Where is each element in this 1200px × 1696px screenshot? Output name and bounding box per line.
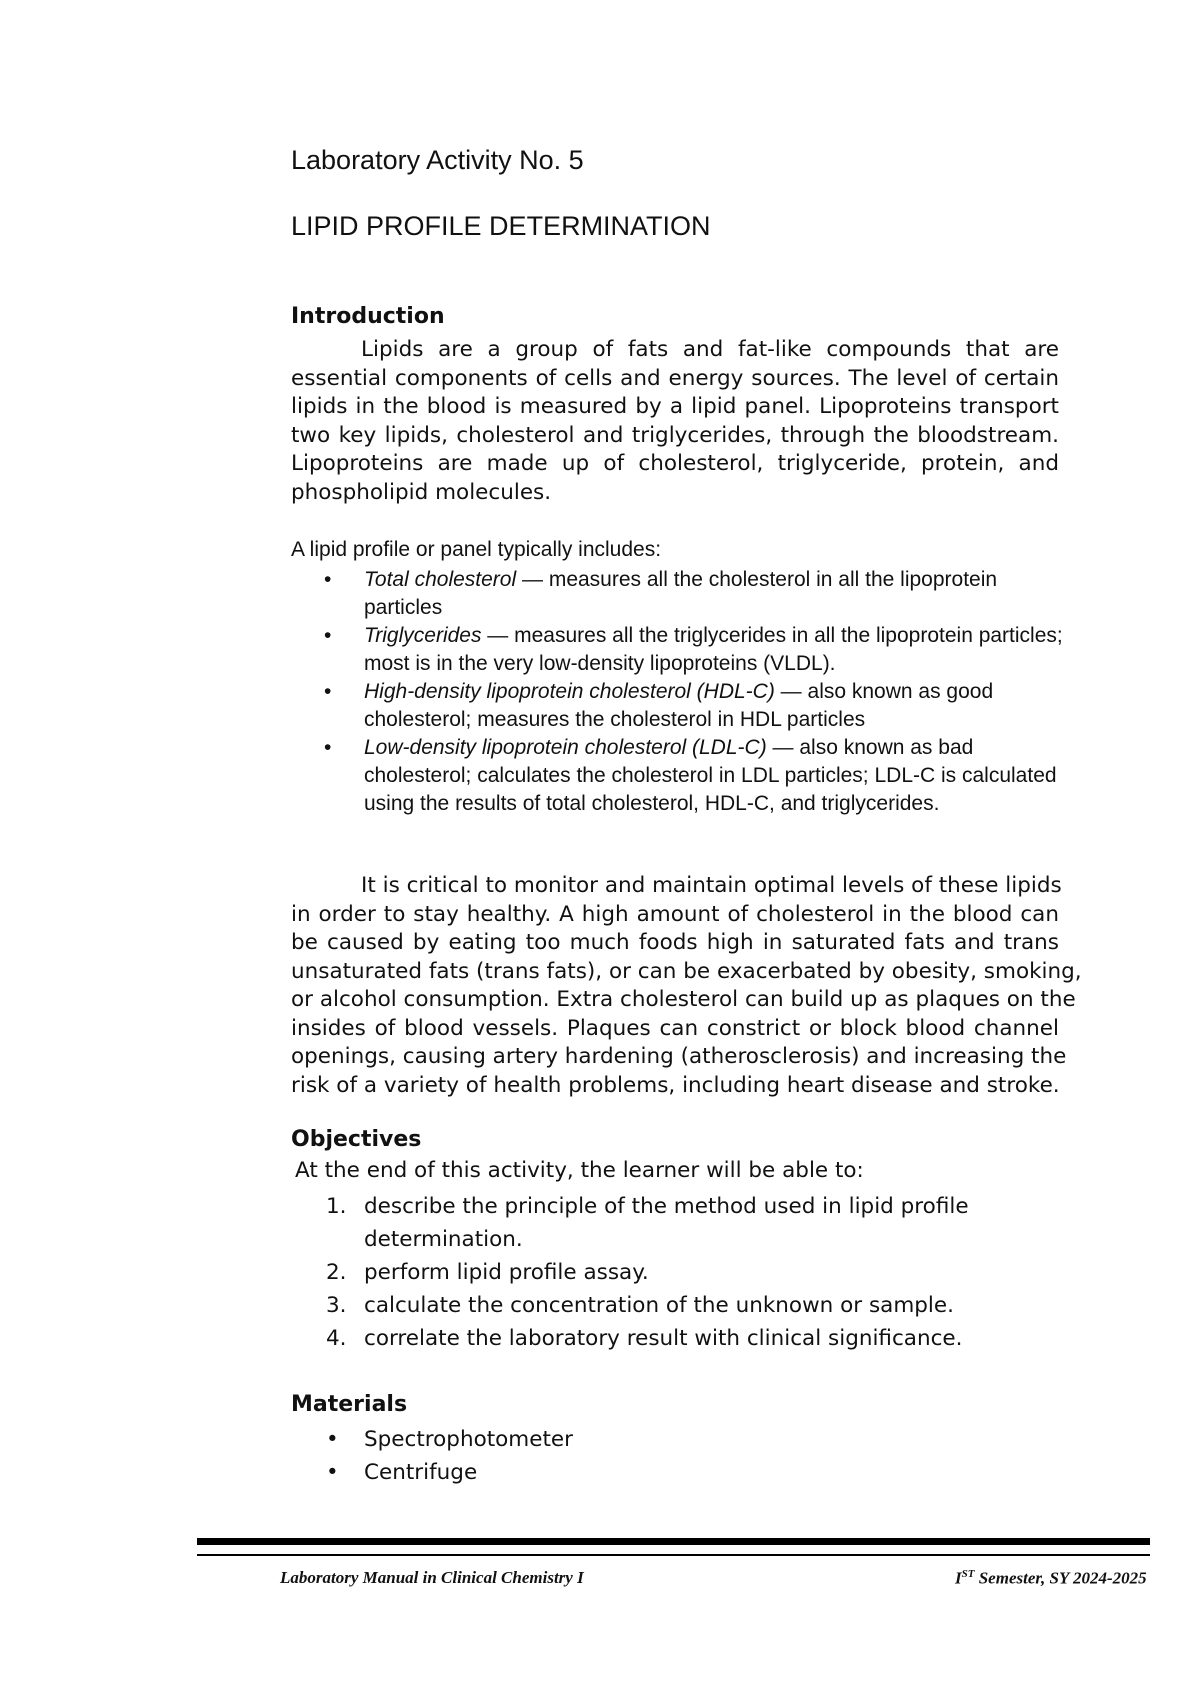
list-item: [291, 734, 1071, 818]
paragraph-line: openings, causing artery hardening (atherosclerosis) and increasing the: [291, 1044, 1067, 1069]
paragraph-line: in order to stay healthy. A high amount of cholesterol in the blood can: [291, 901, 1059, 927]
term: High-density lipoprotein cholesterol (HDL-C): [364, 680, 775, 703]
footer-manual-title: Laboratory Manual in Clinical Chemistry I: [280, 1568, 584, 1587]
materials-list: [291, 1423, 573, 1489]
footer-semester-superscript: ST: [961, 1568, 975, 1580]
activity-number: Laboratory Activity No. 5: [291, 145, 584, 175]
definition: — also known as bad cholesterol; calculates the cholesterol in LDL particles; LDL-C is calculated using the results of total cholesterol, HDL-C, and triglycerides.: [364, 736, 1057, 815]
list-item: [291, 566, 1071, 622]
health-significance-paragraph: [291, 872, 1082, 1100]
objectives-list: [291, 1190, 969, 1355]
bullet-icon: •: [324, 568, 332, 591]
list-item: [291, 1190, 969, 1256]
list-item: [291, 1289, 969, 1322]
bullet-icon: •: [324, 736, 332, 759]
materials-heading: Materials: [291, 1392, 408, 1417]
intro-line: lipids in the blood is measured by a lipid panel. Lipoproteins transport: [291, 394, 1059, 419]
lipid-profile-list: [291, 566, 1071, 818]
list-item: [291, 1256, 969, 1289]
objective-line: determination.: [364, 1227, 523, 1252]
list-item: [291, 622, 1071, 678]
objectives-lead: At the end of this activity, the learner will be able to:: [295, 1158, 864, 1183]
list-number: 4.: [326, 1326, 347, 1351]
footer-divider-thin: [197, 1554, 1150, 1556]
list-item: [291, 678, 1071, 734]
footer-semester-suffix: Semester, SY 2024-2025: [974, 1568, 1147, 1588]
list-item: [291, 1423, 573, 1456]
introduction-heading: Introduction: [291, 304, 445, 329]
bullet-icon: •: [326, 1460, 339, 1485]
intro-line: two key lipids, cholesterol and triglycerides, through the bloodstream.: [291, 422, 1059, 448]
page-title: LIPID PROFILE DETERMINATION: [291, 211, 711, 241]
list-number: 1.: [326, 1194, 347, 1219]
list-number: 2.: [326, 1260, 347, 1285]
definition: — measures all the cholesterol in all the lipoprotein particles: [364, 568, 998, 619]
bullet-icon: •: [324, 680, 332, 703]
material-name: Spectrophotometer: [364, 1427, 573, 1452]
introduction-paragraph: [291, 336, 1059, 507]
list-number: 3.: [326, 1293, 347, 1318]
paragraph-line: unsaturated fats (trans fats), or can be exacerbated by obesity, smoking,: [291, 958, 1082, 984]
term: Total cholesterol: [364, 568, 517, 591]
objectives-heading: Objectives: [291, 1127, 422, 1152]
material-name: Centrifuge: [364, 1460, 478, 1485]
definition: — also known as good cholesterol; measures the cholesterol in HDL particles: [364, 680, 994, 731]
intro-line: essential components of cells and energy sources. The level of certain: [291, 365, 1059, 391]
term: Low-density lipoprotein cholesterol (LDL-C): [364, 736, 767, 759]
footer-divider-thick: [197, 1538, 1150, 1545]
definition: — measures all the triglycerides in all the lipoprotein particles; most is in the very low-density lipoproteins (VLDL).: [364, 624, 1063, 675]
list-item: [291, 1322, 969, 1355]
objective-line: calculate the concentration of the unknown or sample.: [364, 1293, 954, 1318]
intro-line: phospholipid molecules.: [291, 479, 552, 505]
list-item: [291, 1456, 573, 1489]
paragraph-line: insides of blood vessels. Plaques can constrict or block blood channel: [291, 1015, 1059, 1041]
intro-line: Lipids are a group of fats and fat-like compounds that are: [361, 337, 1059, 362]
footer-semester-prefix: I: [955, 1568, 962, 1588]
objective-line: perform lipid profile assay.: [364, 1260, 649, 1285]
paragraph-line: It is critical to monitor and maintain optimal levels of these lipids: [361, 873, 1062, 898]
term: Triglycerides: [364, 624, 482, 647]
lipid-profile-lead: A lipid profile or panel typically includes:: [291, 538, 662, 561]
paragraph-line: or alcohol consumption. Extra cholesterol can build up as plaques on the: [291, 987, 1076, 1012]
paragraph-line: be caused by eating too much foods high in saturated fats and trans: [291, 930, 1059, 955]
paragraph-line: risk of a variety of health problems, including heart disease and stroke.: [291, 1072, 1060, 1098]
objective-line: correlate the laboratory result with clinical significance.: [364, 1326, 963, 1351]
bullet-icon: •: [324, 624, 332, 647]
objective-line: describe the principle of the method used in lipid profile: [364, 1194, 969, 1219]
bullet-icon: •: [326, 1427, 339, 1452]
footer-semester: [955, 1568, 1147, 1589]
intro-line: Lipoproteins are made up of cholesterol, triglyceride, protein, and: [291, 451, 1059, 476]
